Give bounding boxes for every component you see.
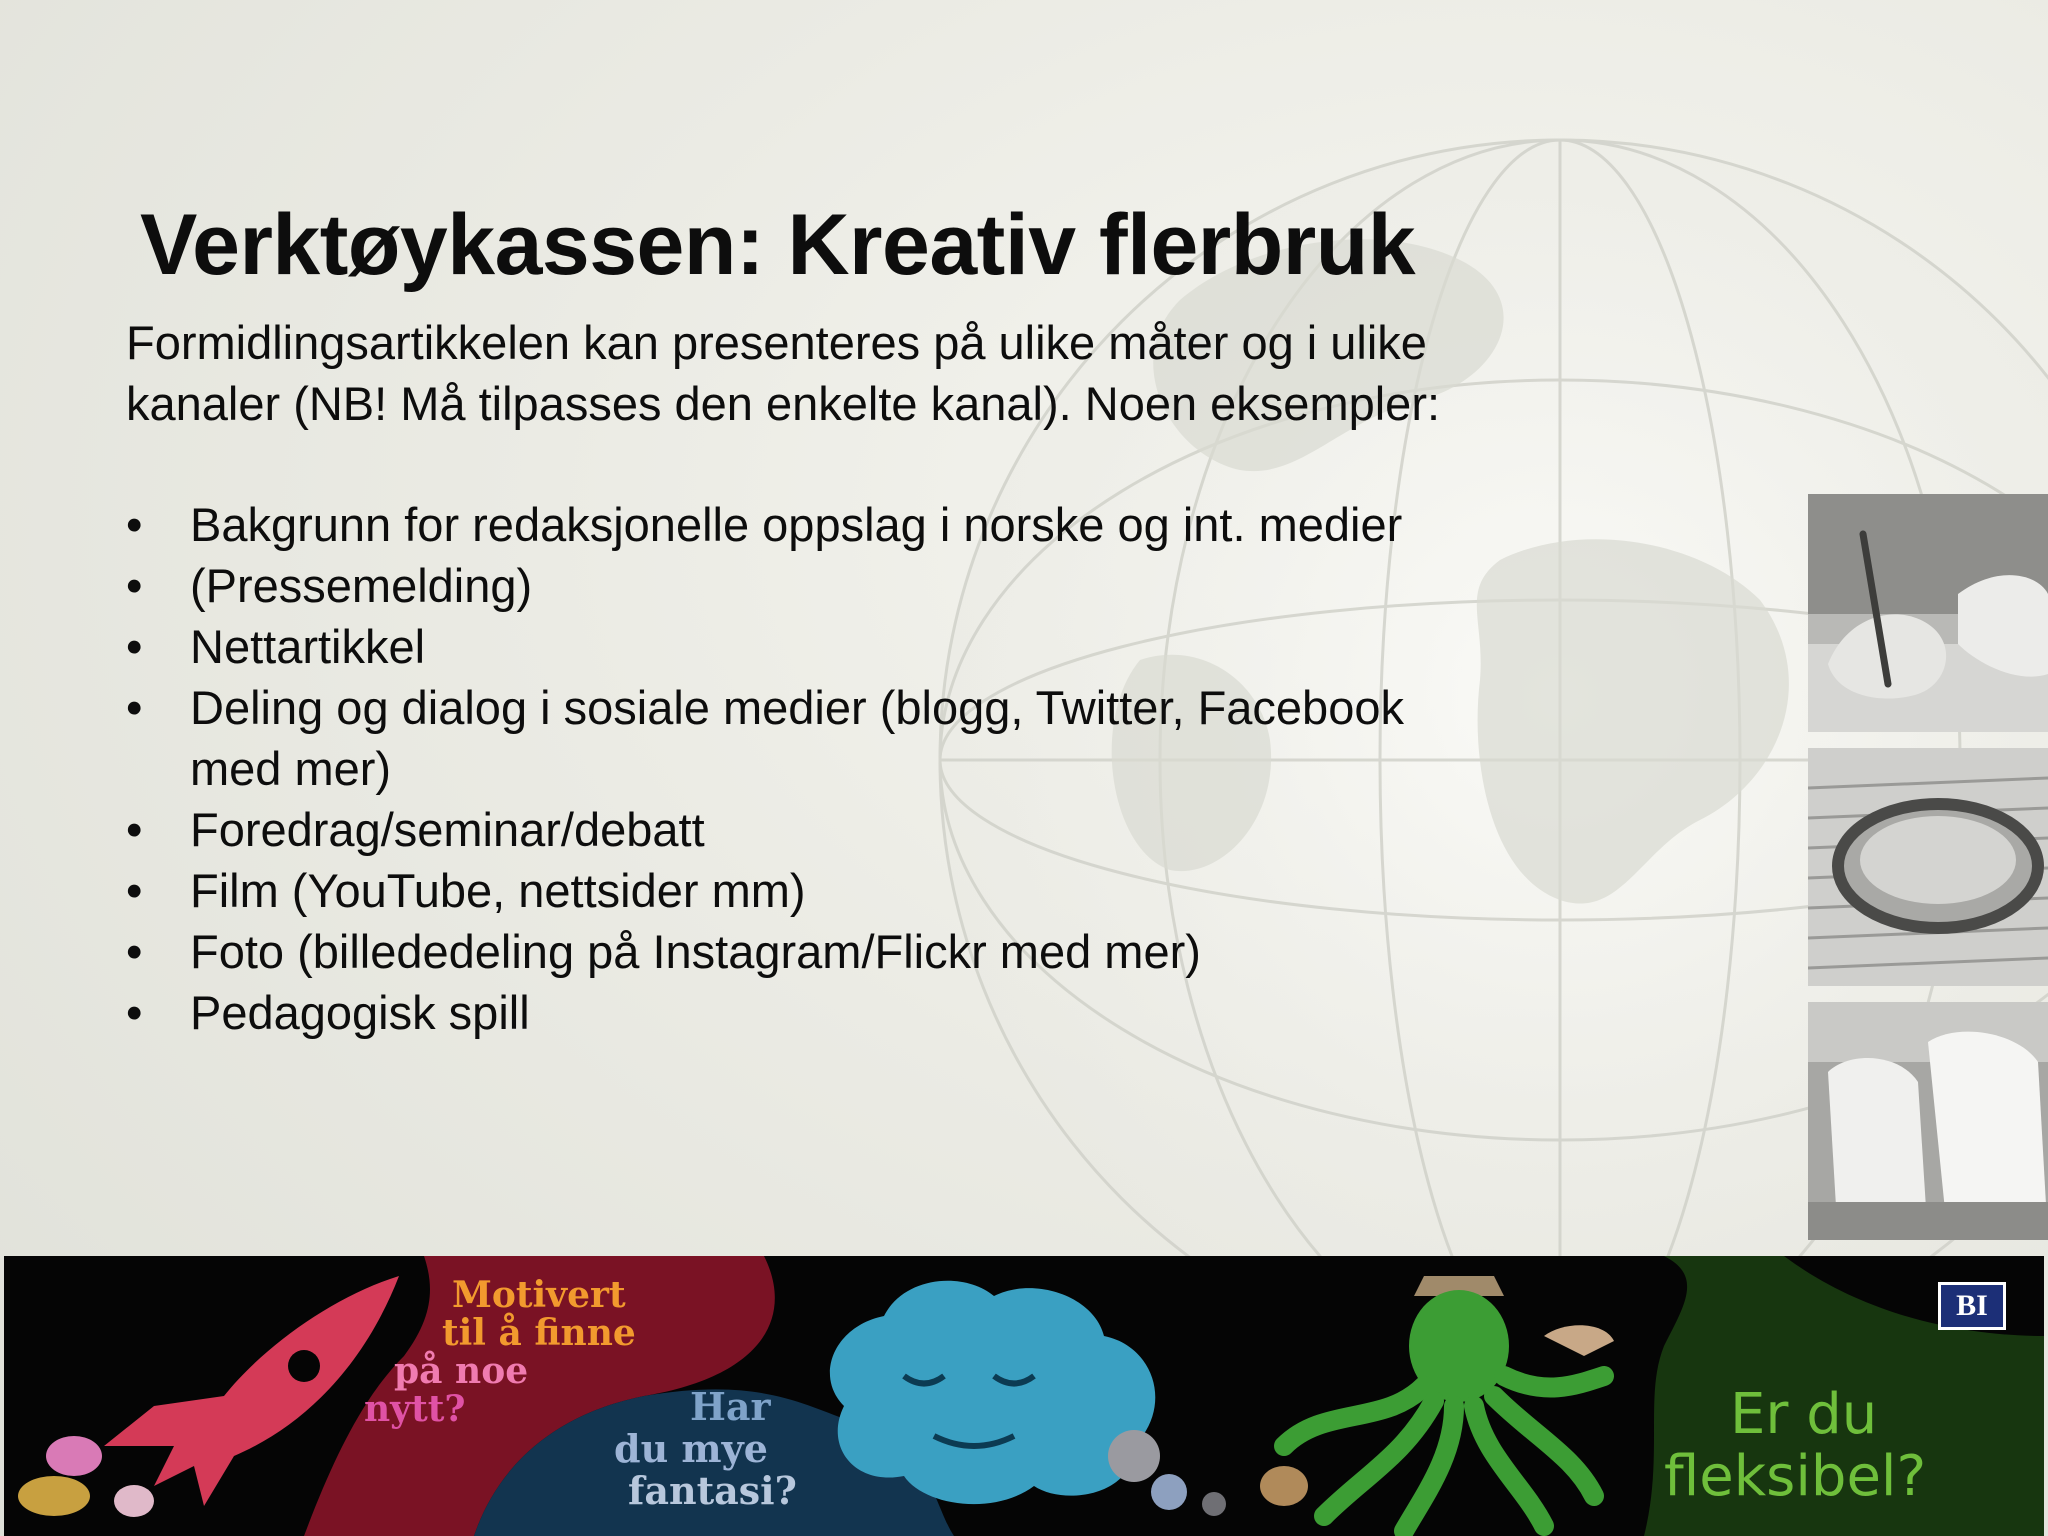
fleksibel-line: fleksibel? bbox=[1664, 1444, 1927, 1509]
bullet-text: Deling og dialog i sosiale medier (blogg, Twitter, Facebook bbox=[190, 681, 1404, 734]
bullet-text: med mer) bbox=[190, 742, 392, 795]
photo-magnifying-glass bbox=[1808, 748, 2048, 986]
bullet-continuation bbox=[126, 738, 1626, 799]
bullet-text: Bakgrunn for redaksjonelle oppslag i norske og int. medier bbox=[190, 498, 1403, 551]
bullet-dot-icon: • bbox=[126, 559, 143, 612]
bullet-item bbox=[126, 616, 1626, 677]
motivert-line: Motivert bbox=[452, 1274, 626, 1316]
bullet-list bbox=[126, 494, 1626, 1043]
banner-text-fleksibel bbox=[1664, 1384, 1926, 1508]
intro-line-2: kanaler (NB! Må tilpasses den enkelte kanal). Noen eksempler: bbox=[126, 377, 1441, 430]
bullet-dot-icon: • bbox=[126, 986, 143, 1039]
motivert-line: til å finne bbox=[442, 1312, 636, 1354]
bullet-item bbox=[126, 494, 1626, 555]
chairs-icon bbox=[1808, 1002, 2048, 1240]
photo-writing-hand bbox=[1808, 494, 2048, 732]
bullet-dot-icon: • bbox=[126, 803, 143, 856]
bullet-item bbox=[126, 982, 1626, 1043]
banner-text-motivert bbox=[364, 1276, 636, 1428]
bullet-dot-icon: • bbox=[126, 925, 143, 978]
banner-text-fantasi bbox=[614, 1386, 797, 1512]
bullet-item bbox=[126, 555, 1626, 616]
bullet-dot-icon: • bbox=[126, 498, 143, 551]
bullet-text: Foto (billededeling på Instagram/Flickr med mer) bbox=[190, 925, 1201, 978]
bullet-text: Nettartikkel bbox=[190, 620, 426, 673]
bullet-text: Pedagogisk spill bbox=[190, 986, 530, 1039]
bullet-text: Foredrag/seminar/debatt bbox=[190, 803, 705, 856]
intro-paragraph bbox=[126, 312, 1626, 434]
fantasi-line: fantasi? bbox=[628, 1468, 797, 1513]
bullet-text: Film (YouTube, nettsider mm) bbox=[190, 864, 806, 917]
fantasi-line: du mye bbox=[614, 1426, 768, 1471]
bullet-dot-icon: • bbox=[126, 620, 143, 673]
bullet-item bbox=[126, 677, 1626, 738]
bullet-dot-icon: • bbox=[126, 681, 143, 734]
bullet-item bbox=[126, 799, 1626, 860]
photo-chairs bbox=[1808, 1002, 2048, 1240]
writing-hand-icon bbox=[1808, 494, 2048, 732]
slide-title: Verktøykassen: Kreativ flerbruk bbox=[140, 197, 1416, 293]
bullet-text: (Pressemelding) bbox=[190, 559, 533, 612]
magnifying-glass-icon bbox=[1808, 748, 2048, 986]
fleksibel-line: Er du bbox=[1730, 1382, 1878, 1447]
motivert-line: nytt? bbox=[364, 1388, 466, 1430]
bi-logo: BI bbox=[1938, 1282, 2006, 1330]
fantasi-line: Har bbox=[690, 1384, 771, 1429]
bullet-item bbox=[126, 921, 1626, 982]
intro-line-1: Formidlingsartikkelen kan presenteres på ulike måter og i ulike bbox=[126, 316, 1427, 369]
bullet-dot-icon: • bbox=[126, 864, 143, 917]
bullet-item bbox=[126, 860, 1626, 921]
banner bbox=[4, 1256, 2044, 1536]
motivert-line: på noe bbox=[394, 1350, 529, 1392]
